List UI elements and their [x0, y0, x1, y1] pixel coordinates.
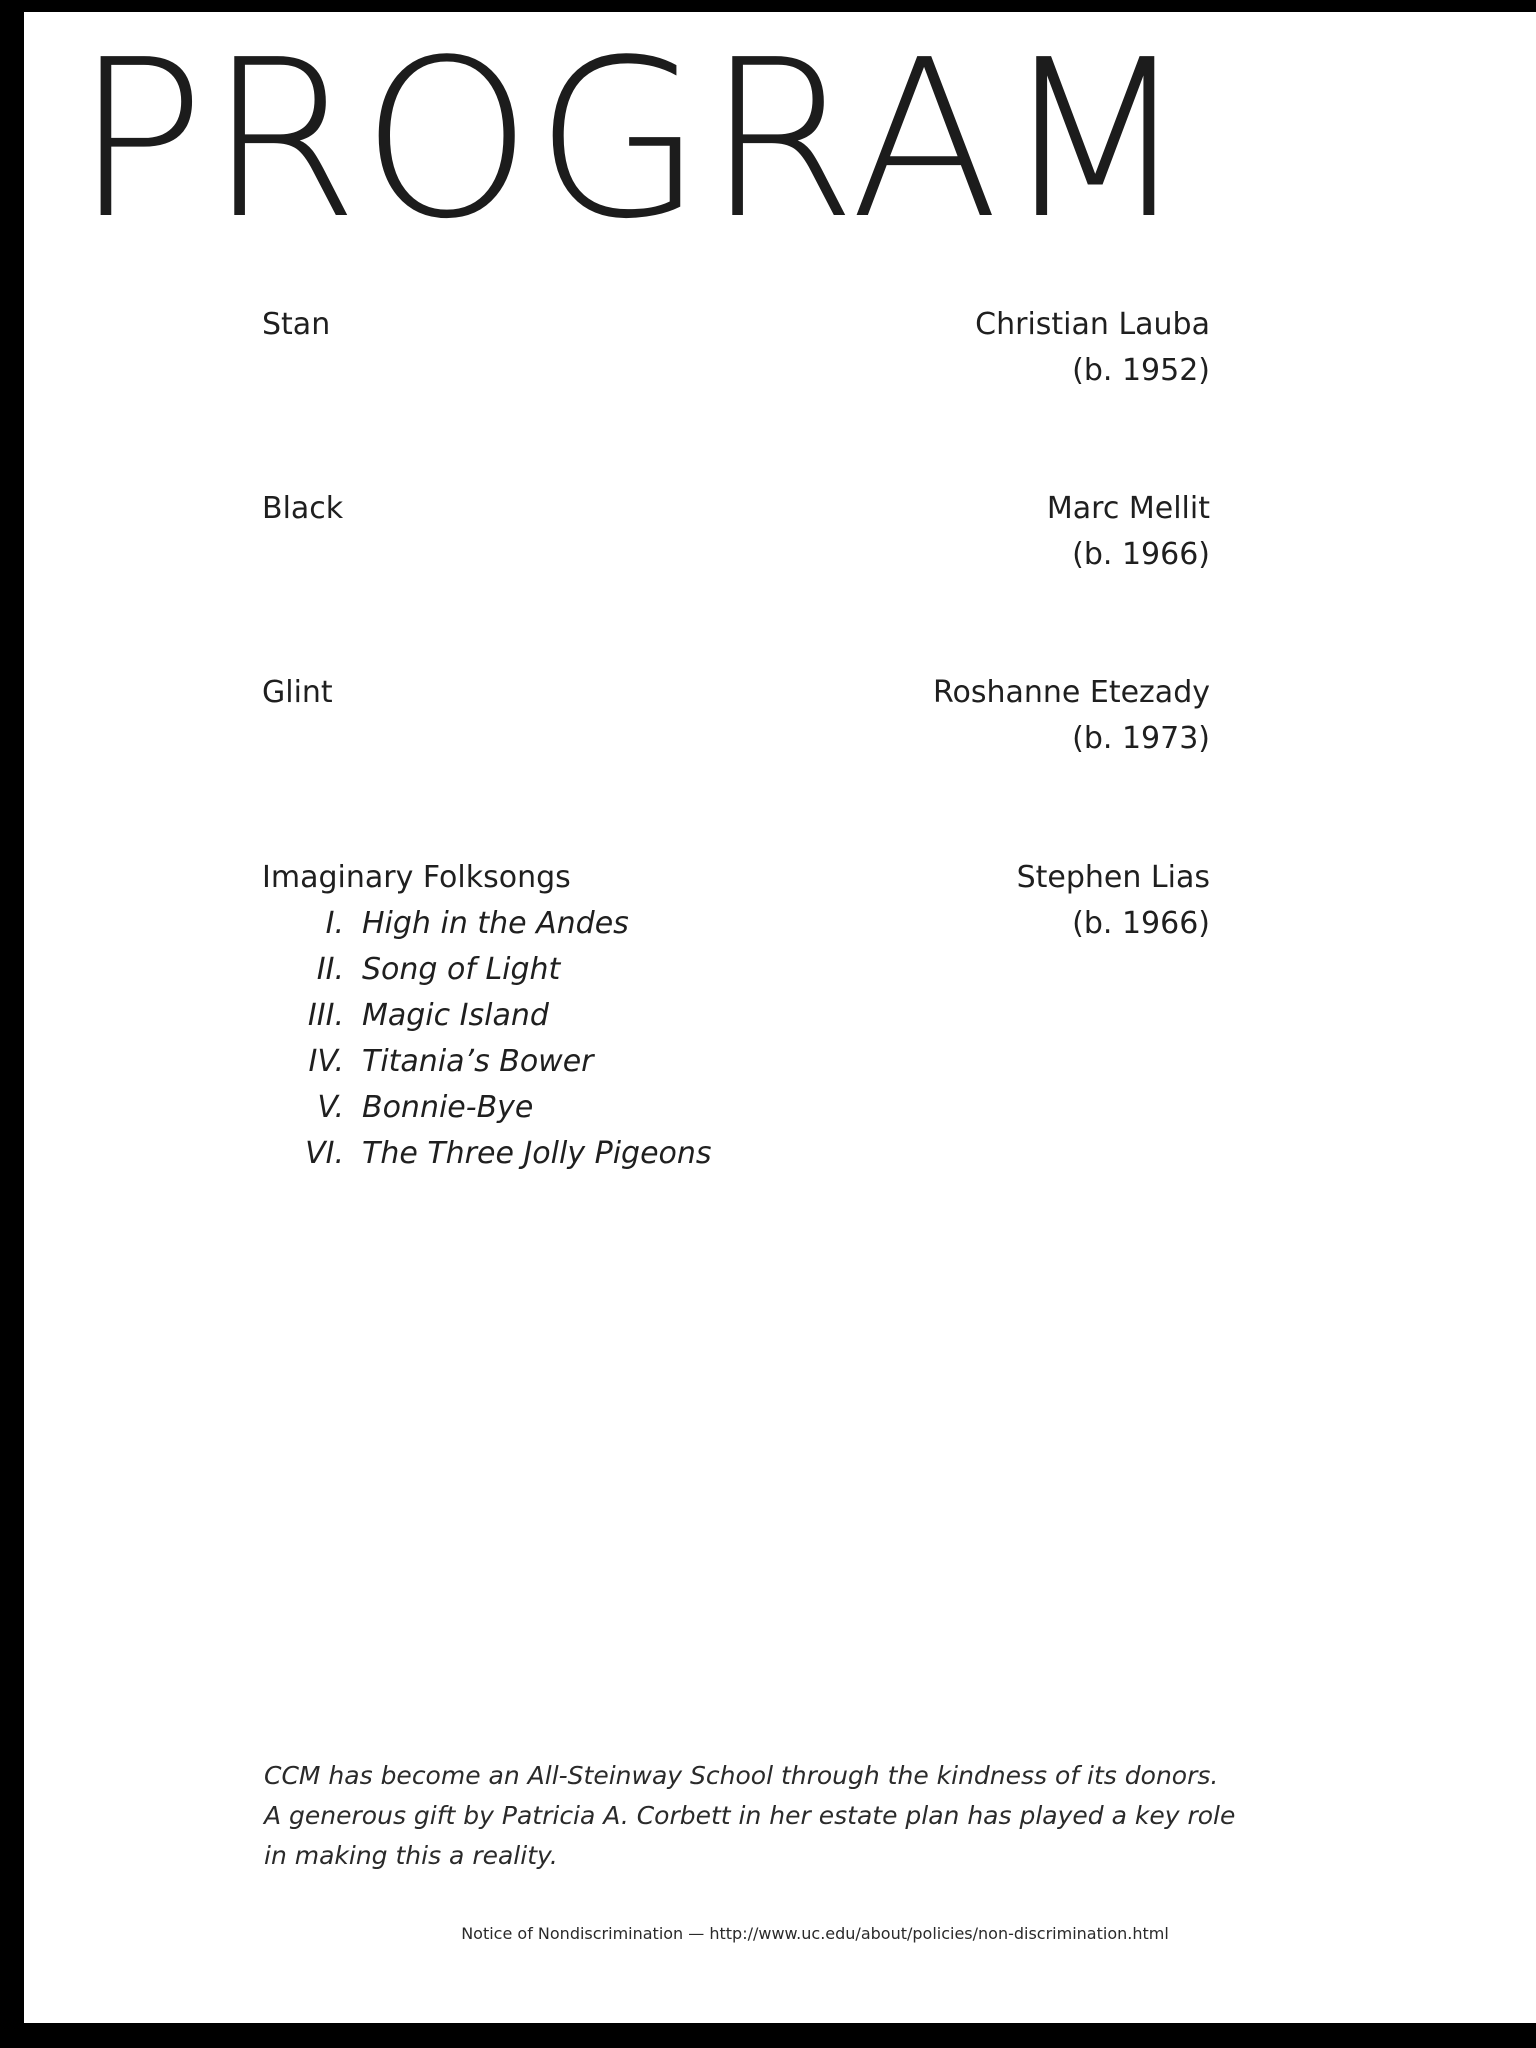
composer-name: Roshanne Etezady [932, 675, 1210, 710]
movement-item [262, 901, 712, 947]
composer-name: Marc Mellit [1046, 491, 1210, 526]
movement-number: VI. [305, 1136, 344, 1171]
movement-title: Magic Island [362, 998, 549, 1033]
composer-dates: (b. 1966) [1072, 906, 1210, 941]
composer-dates: (b. 1973) [1072, 721, 1210, 756]
movement-number: II. [316, 952, 344, 987]
note-line: in making this a reality. [264, 1841, 558, 1870]
composer-name: Christian Lauba [975, 307, 1210, 342]
composer-block [1017, 855, 1210, 947]
movement-item [262, 993, 712, 1039]
movement-title: The Three Jolly Pigeons [362, 1136, 712, 1171]
composer-block [933, 670, 1210, 762]
movement-title: High in the Andes [362, 906, 629, 941]
piece-title: Imaginary Folksongs [262, 860, 571, 895]
composer-dates: (b. 1952) [1072, 353, 1210, 388]
movement-item [262, 1085, 712, 1131]
piece-title: Glint [262, 675, 333, 710]
piece-title: Black [262, 491, 344, 526]
steinway-note [264, 1756, 1244, 1876]
page-title: PROGRAM [74, 14, 1192, 267]
movement-item [262, 1131, 712, 1177]
movement-number: I. [325, 906, 344, 941]
composer-dates: (b. 1966) [1072, 537, 1210, 572]
movement-item [262, 947, 712, 993]
program-page [24, 12, 1536, 2023]
movement-title: Song of Light [362, 952, 561, 987]
movement-number: IV. [308, 1044, 344, 1079]
composer-block [1047, 486, 1210, 578]
movement-number: V. [317, 1090, 344, 1125]
composer-name: Stephen Lias [1016, 860, 1210, 895]
movement-title: Bonnie-Bye [362, 1090, 534, 1125]
movement-number: III. [307, 998, 344, 1033]
nondiscrimination-notice: Notice of Nondiscrimination — http://www.uc.edu/about/policies/non-discrimination.html [461, 1924, 1169, 1943]
movement-list [262, 901, 712, 1177]
note-line: A generous gift by Patricia A. Corbett in her estate plan has played a key role [264, 1801, 1236, 1830]
movement-title: Titania’s Bower [362, 1044, 594, 1079]
movement-item [262, 1039, 712, 1085]
piece-title: Stan [262, 307, 331, 342]
composer-block [975, 302, 1210, 394]
note-line: CCM has become an All-Steinway School through the kindness of its donors. [264, 1761, 1219, 1790]
